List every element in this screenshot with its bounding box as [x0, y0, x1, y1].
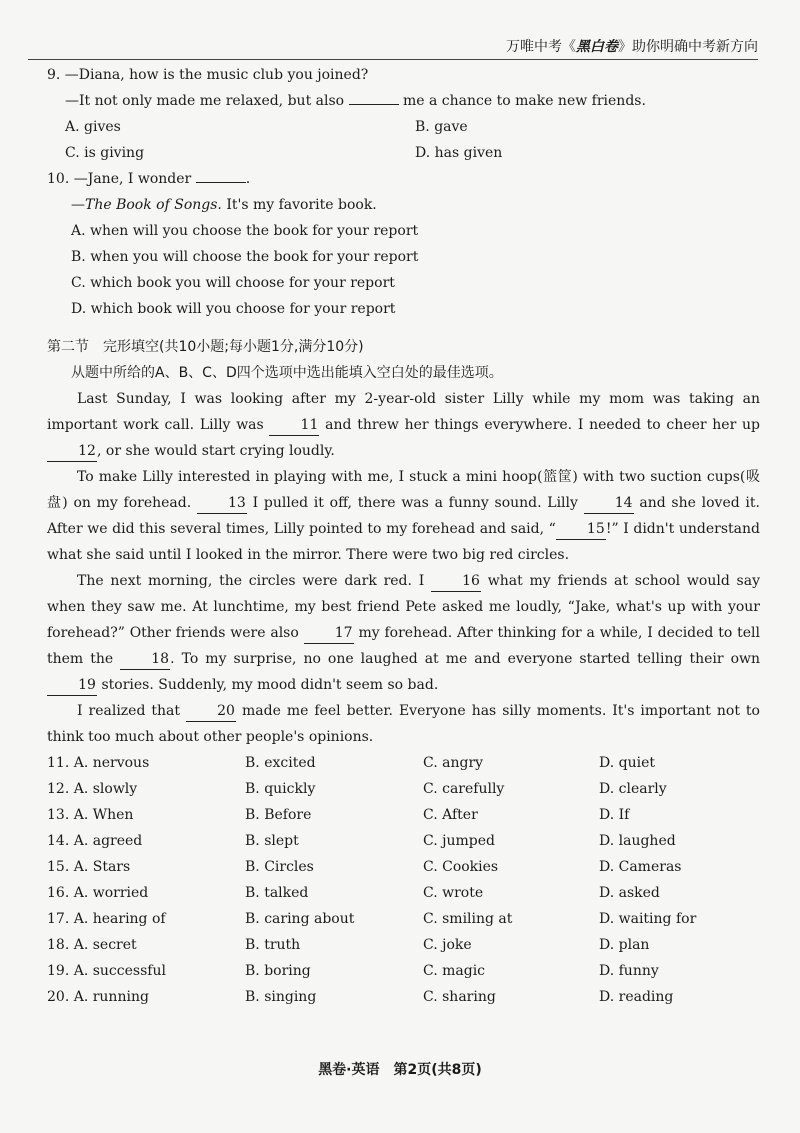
passage-paragraph-1 — [47, 386, 760, 464]
choice-13-d: D. If — [599, 807, 630, 823]
q9-stem: 9. —Diana, how is the music club you joined? — [47, 67, 369, 83]
q9-option-b: B. gave — [415, 119, 468, 135]
q9-line2-b: me a chance to make new friends. — [402, 93, 646, 109]
header-brand: 黑白卷 — [576, 39, 618, 55]
q9-options — [47, 114, 760, 166]
choice-17-c: C. smiling at — [423, 911, 513, 927]
p3-text-3: my forehead. After thinking for a while, I decided to tell them the — [47, 625, 760, 667]
p1-text-1: Last Sunday, I was looking after my 2-year-old sister Lilly while my mom was taking an important work call. Lilly was — [47, 391, 760, 433]
blank-11: 11 — [269, 415, 319, 436]
p1-text-3: , or she would start crying loudly. — [97, 443, 335, 459]
choice-row-11 — [47, 750, 760, 776]
q10-option-a: A. when will you choose the book for your report — [71, 223, 419, 239]
choice-19-b: B. boring — [245, 963, 311, 979]
choice-15-d: D. Cameras — [599, 859, 682, 875]
p3-text-4: . To my surprise, no one laughed at me and everyone started telling their own — [170, 651, 761, 667]
section-title: 第二节 完形填空(共10小题;每小题1分,满分10分) — [47, 339, 364, 355]
choice-11-d: D. quiet — [599, 755, 655, 771]
choice-14-c: C. jumped — [423, 833, 495, 849]
choice-row-19 — [47, 958, 760, 984]
choice-15-a: 15. A. Stars — [47, 859, 131, 875]
q10-reply — [47, 192, 760, 218]
choice-row-16 — [47, 880, 760, 906]
choice-19-a: 19. A. successful — [47, 963, 166, 979]
choice-19-c: C. magic — [423, 963, 486, 979]
section-instruction: 从题中所给的A、B、C、D四个选项中选出能填入空白处的最佳选项。 — [71, 365, 503, 381]
p1-text-2: and threw her things everywhere. I needed to cheer her up — [319, 417, 760, 433]
header-suffix: 》助你明确中考新方向 — [618, 39, 758, 55]
q10-option-d: D. which book will you choose for your report — [71, 301, 396, 317]
p3-text-5: stories. Suddenly, my mood didn't seem so bad. — [97, 677, 439, 693]
p2-text-1: To make Lilly interested in playing with me, I stuck a mini hoop(篮筐) with two suction cups(吸盘) on my forehead. — [47, 469, 760, 511]
choice-20-c: C. sharing — [423, 989, 496, 1005]
choice-14-d: D. laughed — [599, 833, 676, 849]
choice-row-15 — [47, 854, 760, 880]
passage-paragraph-3 — [47, 568, 760, 698]
p3-text-2: what my friends at school would say when they saw me. At lunchtime, my best friend Pete asked me loudly, “Jake, what's up with your forehead?” Other friends were also — [47, 573, 760, 641]
blank-19: 19 — [47, 675, 97, 696]
choice-13-a: 13. A. When — [47, 807, 134, 823]
choice-16-b: B. talked — [245, 885, 309, 901]
q9-line2-a: —It not only made me relaxed, but also — [65, 93, 345, 109]
choice-14-a: 14. A. agreed — [47, 833, 143, 849]
question-9 — [47, 62, 760, 166]
p3-text-1: The next morning, the circles were dark red. I — [77, 573, 432, 589]
blank-17: 17 — [304, 623, 354, 644]
choice-16-c: C. wrote — [423, 885, 484, 901]
q10-reply-rest: It's my favorite book. — [221, 197, 377, 213]
choice-row-14 — [47, 828, 760, 854]
choice-18-c: C. joke — [423, 937, 472, 953]
header-prefix: 万唯中考《 — [506, 39, 576, 55]
choice-row-17 — [47, 906, 760, 932]
choice-11-c: C. angry — [423, 755, 484, 771]
choice-15-c: C. Cookies — [423, 859, 499, 875]
blank-16: 16 — [431, 571, 481, 592]
choice-19-d: D. funny — [599, 963, 659, 979]
q9-blank — [349, 104, 399, 105]
p2-text-2: I pulled it off, there was a funny sound. Lilly — [246, 495, 584, 511]
blank-18: 18 — [120, 649, 170, 670]
choice-16-a: 16. A. worried — [47, 885, 149, 901]
p2-text-3: and she loved it. After we did this several times, Lilly pointed to my forehead and said, “ — [47, 495, 760, 537]
choice-17-d: D. waiting for — [599, 911, 697, 927]
q9-option-d: D. has given — [415, 145, 503, 161]
choice-18-b: B. truth — [245, 937, 301, 953]
p4-text-2: made me feel better. Everyone has silly moments. It's important not to think too much about other people's opinions. — [47, 703, 760, 745]
q10-reply-title: —The Book of Songs. — [71, 197, 222, 213]
choice-12-b: B. quickly — [245, 781, 316, 797]
choice-11-a: 11. A. nervous — [47, 755, 150, 771]
choice-18-d: D. plan — [599, 937, 650, 953]
q10-stem-b: . — [245, 171, 251, 187]
q10-stem-a: 10. —Jane, I wonder — [47, 171, 192, 187]
choice-row-18 — [47, 932, 760, 958]
choice-15-b: B. Circles — [245, 859, 314, 875]
choice-12-d: D. clearly — [599, 781, 667, 797]
choice-row-13 — [47, 802, 760, 828]
p4-text-1: I realized that — [77, 703, 186, 719]
q10-options — [47, 218, 760, 322]
choice-16-d: D. asked — [599, 885, 660, 901]
blank-14: 14 — [584, 493, 634, 514]
passage-paragraph-2 — [47, 464, 760, 568]
choice-18-a: 18. A. secret — [47, 937, 137, 953]
choice-13-c: C. After — [423, 807, 478, 823]
choice-20-a: 20. A. running — [47, 989, 149, 1005]
choice-12-a: 12. A. slowly — [47, 781, 138, 797]
choice-20-d: D. reading — [599, 989, 674, 1005]
choice-12-c: C. carefully — [423, 781, 505, 797]
choice-row-20 — [47, 984, 760, 1010]
blank-20: 20 — [186, 701, 236, 722]
passage-paragraph-4 — [47, 698, 760, 750]
choice-17-b: B. caring about — [245, 911, 355, 927]
page-footer: 黑卷·英语 第2页(共8页) — [318, 1062, 482, 1078]
blank-12: 12 — [47, 441, 97, 462]
choice-14-b: B. slept — [245, 833, 299, 849]
choice-17-a: 17. A. hearing of — [47, 911, 166, 927]
choices-table — [47, 750, 760, 1010]
q9-option-c: C. is giving — [65, 145, 145, 161]
blank-13: 13 — [197, 493, 247, 514]
q9-line2 — [47, 88, 760, 114]
blank-15: 15 — [556, 519, 606, 540]
question-10 — [47, 166, 760, 322]
q10-blank — [196, 182, 246, 183]
q10-option-b: B. when you will choose the book for your report — [71, 249, 419, 265]
q10-stem — [47, 166, 760, 192]
choice-11-b: B. excited — [245, 755, 316, 771]
choice-row-12 — [47, 776, 760, 802]
q10-option-c: C. which book you will choose for your report — [71, 275, 395, 291]
q9-option-a: A. gives — [65, 119, 121, 135]
p2-text-4: !” I didn't understand what she said until I looked in the mirror. There were two big red circles. — [47, 521, 760, 563]
choice-13-b: B. Before — [245, 807, 312, 823]
choice-20-b: B. singing — [245, 989, 317, 1005]
exam-content — [47, 62, 760, 1010]
page-header — [28, 36, 758, 60]
